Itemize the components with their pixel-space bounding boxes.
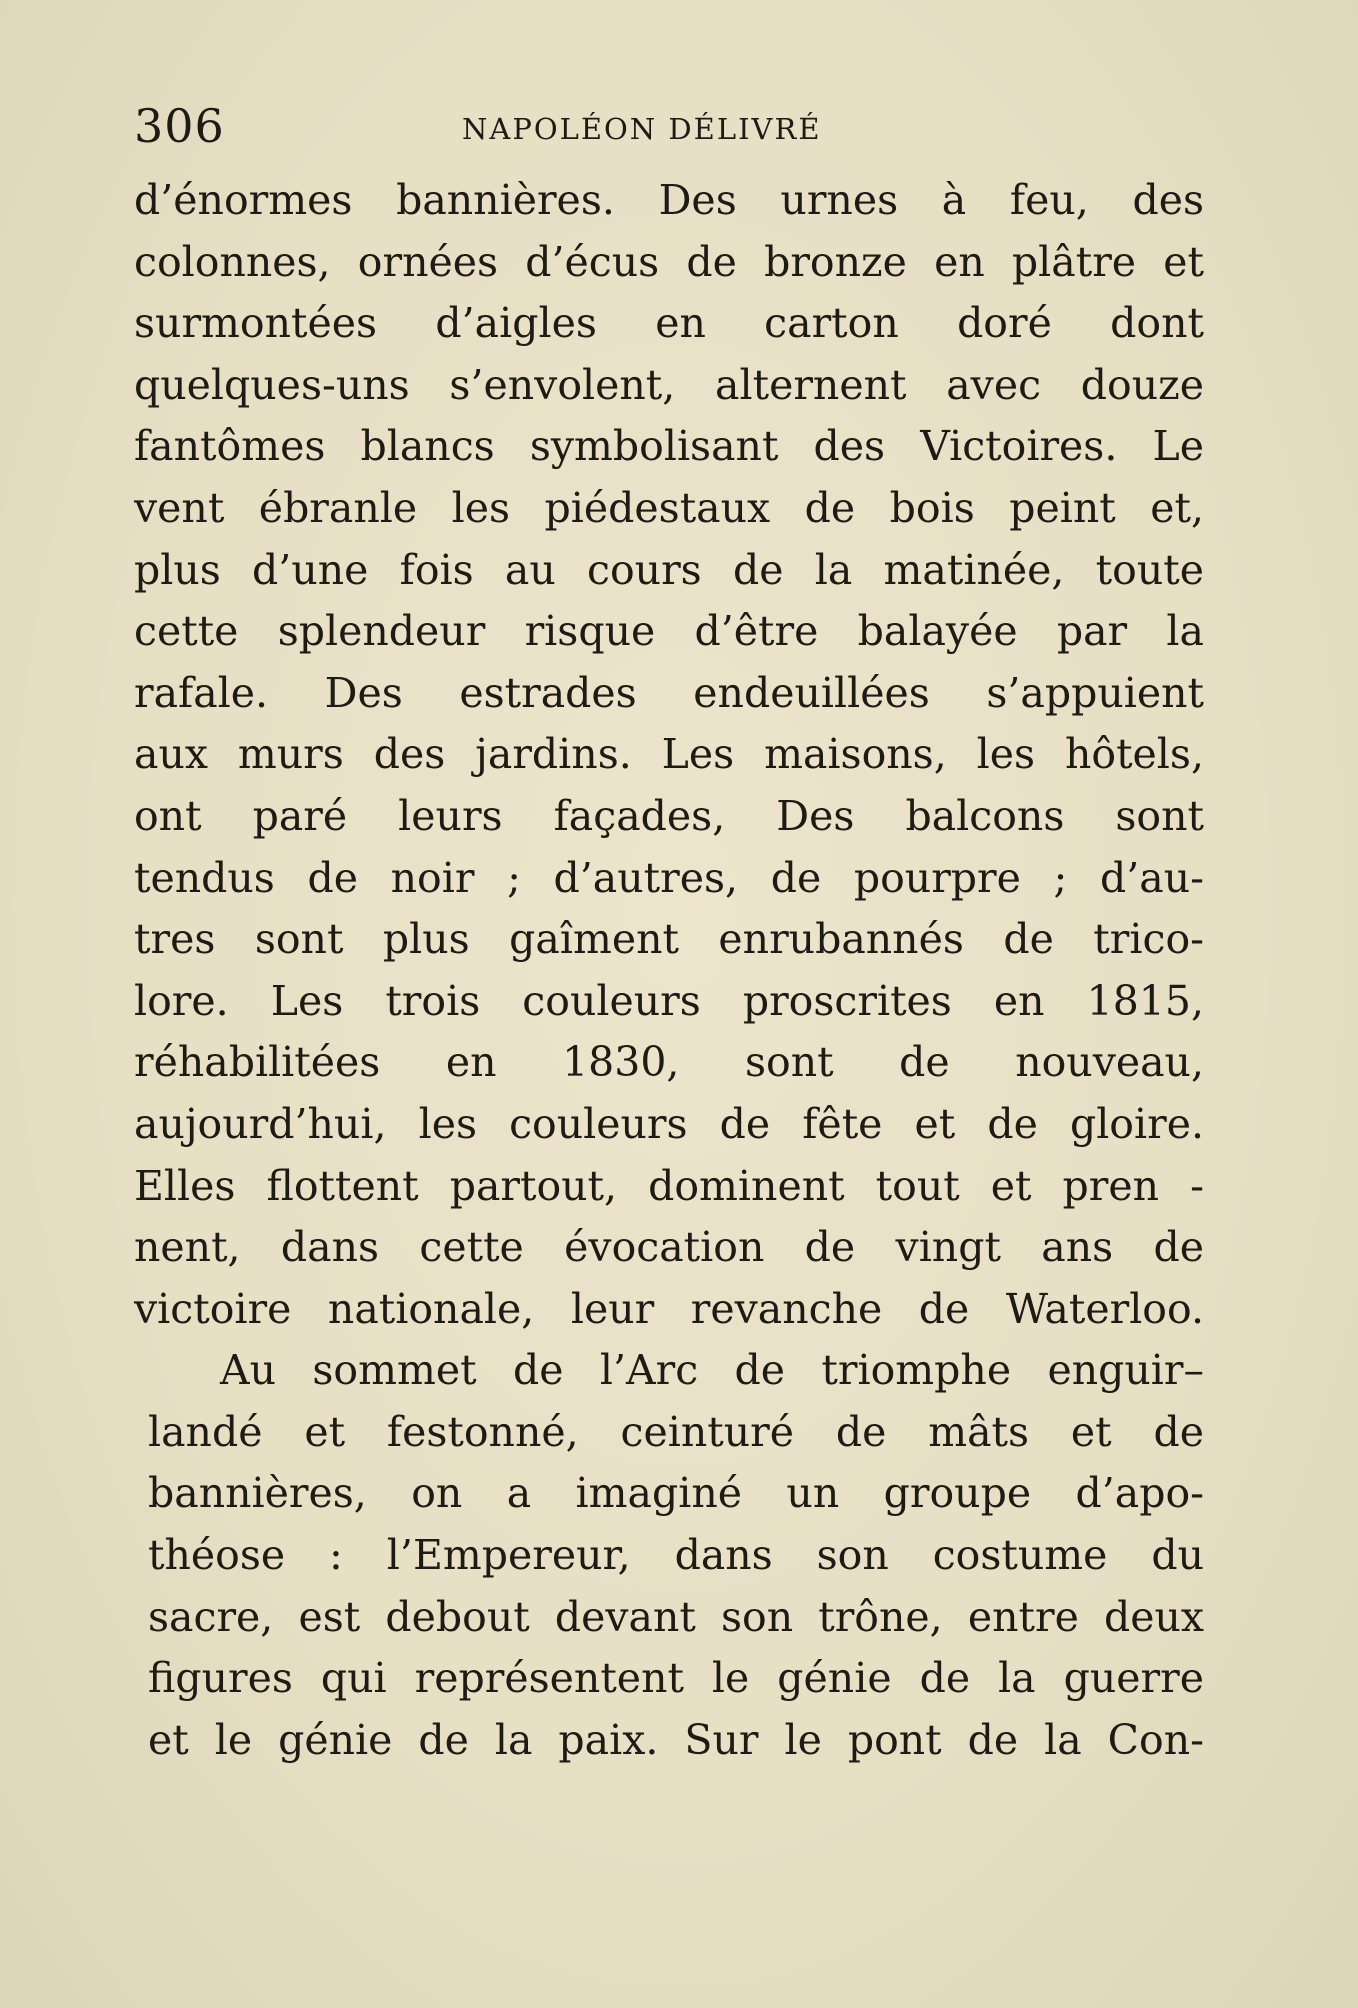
- text-line: victoire nationale, leur revanche de Waterloo.: [134, 1284, 1204, 1333]
- running-head: [134, 96, 1224, 156]
- book-title: NAPOLÉON DÉLIVRÉ: [462, 112, 822, 146]
- text-line: cette splendeur risque d’être balayée par la: [134, 607, 1204, 656]
- text-line: théose : l’Empereur, dans son costume du: [148, 1531, 1204, 1580]
- paragraph: [134, 1340, 1204, 1771]
- text-line: réhabilitées en 1830, sont de nouveau,: [134, 1038, 1204, 1087]
- text-line: figures qui représentent le génie de la guerre: [148, 1654, 1204, 1703]
- text-line: et le génie de la paix. Sur le pont de la Con-: [148, 1715, 1204, 1764]
- text-line: rafale. Des estrades endeuillées s’appuient: [134, 668, 1204, 717]
- text-line: vent ébranle les piédestaux de bois peint et,: [134, 483, 1204, 532]
- text-line: surmontées d’aigles en carton doré dont: [134, 299, 1204, 348]
- text-line: sacre, est debout devant son trône, entre deux: [148, 1592, 1204, 1641]
- paragraph: [134, 170, 1204, 1340]
- text-line: colonnes, ornées d’écus de bronze en plâtre et: [134, 237, 1204, 286]
- page-number: 306: [134, 99, 225, 153]
- text-line: Au sommet de l’Arc de triomphe enguir–: [220, 1346, 1204, 1395]
- text-line: Elles flottent partout, dominent tout et pren -: [134, 1161, 1204, 1210]
- text-line: aujourd’hui, les couleurs de fête et de gloire.: [134, 1099, 1204, 1148]
- text-line: tendus de noir ; d’autres, de pourpre ; d’au-: [134, 853, 1204, 902]
- text-line: landé et festonné, ceinturé de mâts et de: [148, 1407, 1204, 1456]
- text-line: aux murs des jardins. Les maisons, les hôtels,: [134, 730, 1204, 779]
- text-line: ont paré leurs façades, Des balcons sont: [134, 791, 1204, 840]
- text-line: lore. Les trois couleurs proscrites en 1815,: [134, 976, 1204, 1025]
- text-line: fantômes blancs symbolisant des Victoires. Le: [134, 422, 1204, 471]
- text-line: bannières, on a imaginé un groupe d’apo-: [148, 1469, 1204, 1518]
- text-line: quelques-uns s’envolent, alternent avec douze: [134, 360, 1204, 409]
- text-line: plus d’une fois au cours de la matinée, toute: [134, 545, 1204, 594]
- text-line: d’énormes bannières. Des urnes à feu, des: [134, 176, 1204, 224]
- text-line: tres sont plus gaîment enrubannés de trico-: [134, 915, 1204, 964]
- text-line: nent, dans cette évocation de vingt ans de: [134, 1223, 1204, 1272]
- body-text: [134, 170, 1204, 1771]
